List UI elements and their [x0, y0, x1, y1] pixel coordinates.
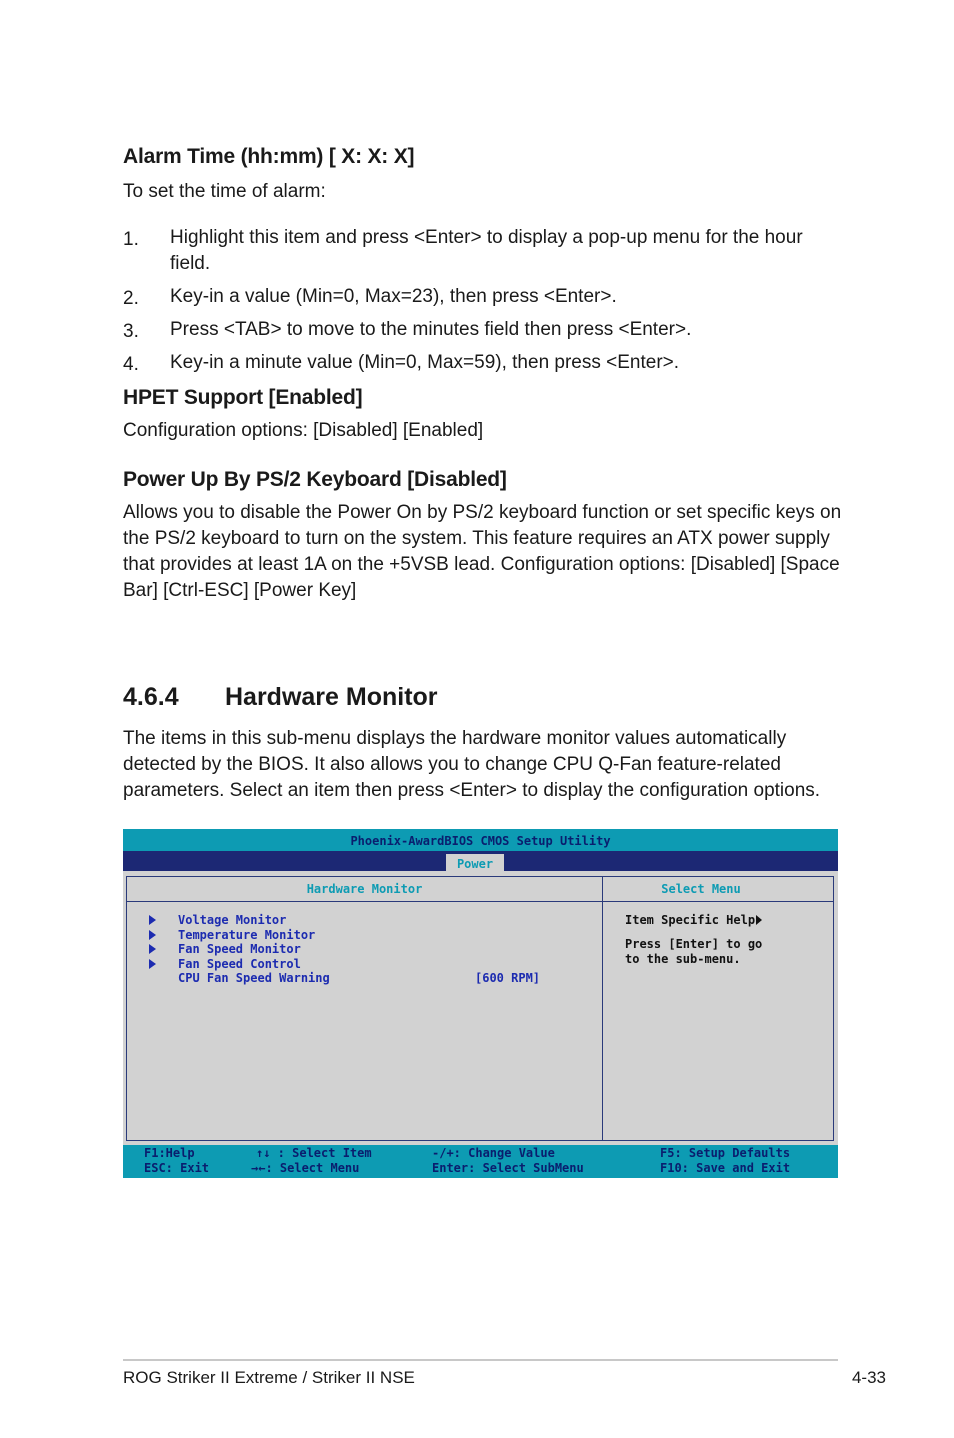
section-number: 4.6.4 [123, 683, 179, 711]
tab-power[interactable]: Power [446, 854, 504, 871]
step-number: 4. [123, 354, 139, 375]
bios-screen [123, 829, 838, 1178]
submenu-arrow-icon [149, 944, 156, 954]
submenu-arrow-icon [149, 915, 156, 925]
key-save-exit: F10: Save and Exit [660, 1161, 791, 1175]
key-select-menu: →←: Select Menu [251, 1161, 360, 1175]
left-panel-header [127, 877, 602, 902]
alarm-intro: To set the time of alarm: [123, 181, 326, 202]
menu-item-fan-speed-monitor[interactable]: Fan Speed Monitor [178, 942, 301, 956]
help-arrow-icon [756, 915, 762, 925]
step-text: Key-in a minute value (Min=0, Max=59), then press <Enter>. [170, 352, 680, 373]
menu-item-cpu-fan-speed-warning[interactable]: CPU Fan Speed Warning [178, 971, 330, 985]
key-help: F1:Help [144, 1146, 195, 1160]
key-select-submenu: Enter: Select SubMenu [432, 1161, 584, 1175]
cpu-fan-warning-value[interactable]: [600 RPM] [475, 971, 541, 985]
right-panel-header [603, 877, 833, 902]
bios-right-panel [602, 876, 834, 1141]
footer-product: ROG Striker II Extreme / Striker II NSE [123, 1368, 415, 1387]
bios-footer [123, 1145, 838, 1178]
help-title-text: Item Specific Help [625, 913, 756, 927]
step-text: Highlight this item and press <Enter> to display a pop-up menu for the hour field. [170, 227, 803, 274]
footer-rule [123, 1359, 838, 1361]
section-title: Hardware Monitor [225, 683, 438, 711]
section-heading [123, 683, 438, 712]
bios-title: Phoenix-AwardBIOS CMOS Setup Utility [350, 834, 611, 848]
step-text: Key-in a value (Min=0, Max=23), then press <Enter>. [170, 286, 617, 307]
bios-body [123, 871, 838, 1145]
bios-menubar [123, 851, 838, 871]
step-number: 2. [123, 288, 139, 309]
hpet-text: Configuration options: [Disabled] [Enabled] [123, 420, 484, 441]
help-title [625, 913, 762, 927]
section-text: The items in this sub-menu displays the hardware monitor values automatically detected by the BIOS. It also allows you to change CPU Q-Fan feature-related parameters. Select an item then press <Enter> to display the configuration options. [123, 728, 821, 801]
help-line: to the sub-menu. [625, 952, 741, 966]
step-number: 1. [123, 229, 139, 250]
alarm-heading: Alarm Time (hh:mm) [ X: X: X] [123, 145, 415, 168]
page-number: 4-33 [851, 1368, 886, 1387]
key-exit: ESC: Exit [144, 1161, 210, 1175]
key-select-item: ↑↓ : Select Item [256, 1146, 372, 1160]
left-panel-title: Hardware Monitor [306, 882, 423, 896]
ps2-text: Allows you to disable the Power On by PS/2 keyboard function or set specific keys on the PS/2 keyboard to turn on the system. This feature requires an ATX power supply that provides at least 1A on the +5VSB lead. Configuration options: [Disabled] [Space Bar] [Ctrl-ESC] [Power Key] [123, 502, 842, 601]
step-text: Press <TAB> to move to the minutes field then press <Enter>. [170, 319, 692, 340]
step-number: 3. [123, 321, 139, 342]
menu-item-fan-speed-control[interactable]: Fan Speed Control [178, 957, 301, 971]
right-panel-title: Select Menu [661, 882, 741, 896]
bios-left-panel [126, 876, 603, 1141]
menu-item-voltage-monitor[interactable]: Voltage Monitor [178, 913, 287, 927]
submenu-arrow-icon [149, 930, 156, 940]
help-line: Press [Enter] to go [625, 937, 763, 951]
menu-item-temperature-monitor[interactable]: Temperature Monitor [178, 928, 316, 942]
key-change-value: -/+: Change Value [432, 1146, 555, 1160]
hpet-heading: HPET Support [Enabled] [123, 386, 363, 409]
key-setup-defaults: F5: Setup Defaults [660, 1146, 791, 1160]
submenu-arrow-icon [149, 959, 156, 969]
ps2-heading: Power Up By PS/2 Keyboard [Disabled] [123, 468, 507, 491]
